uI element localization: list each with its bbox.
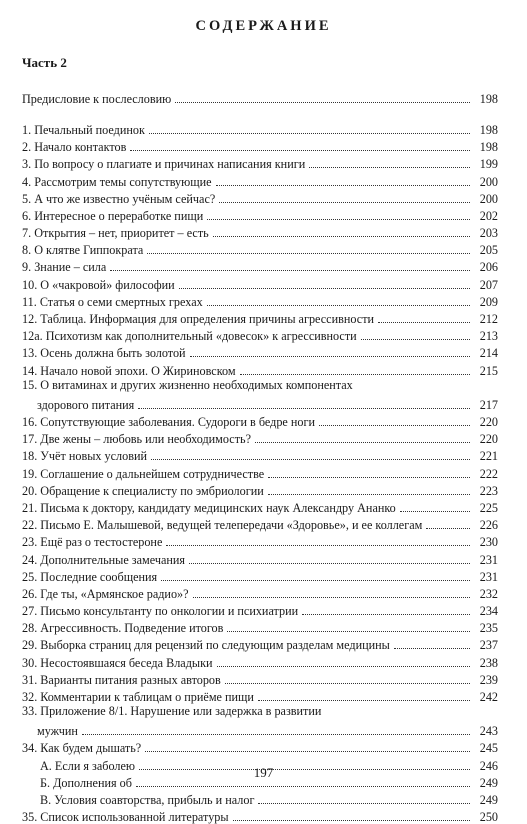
toc-row xyxy=(22,292,498,309)
toc-row xyxy=(22,189,498,206)
dot-leader xyxy=(233,819,470,821)
dot-leader xyxy=(217,665,470,667)
toc-entry-title: 34. Как будем дышать? xyxy=(22,741,142,756)
toc-entry-title: 33. Приложение 8/1. Нарушение или задержка в развитии xyxy=(22,704,322,719)
toc-entry-page: 238 xyxy=(479,655,498,670)
toc-entry-page: 245 xyxy=(479,741,498,756)
toc-entry-title: 17. Две жены – любовь или необходимость? xyxy=(22,432,251,447)
toc-row xyxy=(22,584,498,601)
toc-row xyxy=(22,154,498,171)
toc-row xyxy=(22,807,498,824)
toc-entry-page: 222 xyxy=(479,466,498,481)
dot-leader xyxy=(189,562,470,564)
dot-leader xyxy=(149,132,470,134)
toc-row xyxy=(22,275,498,292)
dot-leader xyxy=(166,544,470,546)
toc-entry-title: Б. Дополнения об xyxy=(40,775,132,790)
toc-entry-page: 199 xyxy=(479,157,498,172)
dot-leader xyxy=(207,218,470,220)
toc-row xyxy=(22,120,498,137)
toc-entry-title: 20. Обращение к специалисту по эмбриологии xyxy=(22,483,264,498)
toc-entry-page: 242 xyxy=(479,689,498,704)
toc-entry-title: 8. О клятве Гиппократа xyxy=(22,243,144,258)
toc-row xyxy=(22,395,498,412)
toc-entry-page: 231 xyxy=(479,569,498,584)
dot-leader xyxy=(309,166,470,168)
toc-entry-page: 202 xyxy=(479,208,498,223)
toc-row xyxy=(22,206,498,223)
toc-row xyxy=(22,257,498,274)
toc-entry-title: 7. Открытия – нет, приоритет – есть xyxy=(22,226,209,241)
toc-entry-page: 239 xyxy=(479,672,498,687)
toc-entry-title: 11. Статья о семи смертных грехах xyxy=(22,294,203,309)
toc-entry-page: 235 xyxy=(479,621,498,636)
dot-leader xyxy=(130,149,470,151)
toc-entry-title: 28. Агрессивность. Подведение итогов xyxy=(22,621,224,636)
dot-leader xyxy=(258,802,470,804)
toc-entry-page: 212 xyxy=(479,311,498,326)
dot-leader xyxy=(161,579,470,581)
toc-entry-title: 35. Список использованной литературы xyxy=(22,810,229,824)
toc-entry-page: 249 xyxy=(479,775,498,790)
toc-row xyxy=(22,635,498,652)
toc-row xyxy=(22,309,498,326)
dot-leader xyxy=(110,269,470,271)
toc-row xyxy=(22,790,498,807)
toc-entry-page: 220 xyxy=(479,432,498,447)
toc-entry-title: 10. О «чакровой» философии xyxy=(22,277,175,292)
toc-entry-title: 15. О витаминах и других жизненно необходимых компонентах xyxy=(22,377,353,392)
toc-row xyxy=(22,687,498,704)
toc-entry-page: 231 xyxy=(479,552,498,567)
toc-entry-title: 29. Выборка страниц для рецензий по следующим разделам медицины xyxy=(22,638,390,653)
toc-row xyxy=(22,550,498,567)
part-label: Часть 2 xyxy=(22,55,67,70)
toc-entry-title: 23. Ещё раз о тестостероне xyxy=(22,535,163,550)
toc-entry-page: 213 xyxy=(479,329,498,344)
dot-leader xyxy=(136,785,470,787)
dot-leader xyxy=(240,373,470,375)
dot-leader xyxy=(151,458,470,460)
toc-entry-page: 234 xyxy=(479,604,498,619)
toc-entry-continuation: здорового питания xyxy=(37,397,135,412)
toc-entry-page: 221 xyxy=(479,449,498,464)
dot-leader xyxy=(147,252,470,254)
toc-entry-title: 24. Дополнительные замечания xyxy=(22,552,186,567)
toc-entry-page: 237 xyxy=(479,638,498,653)
toc-row xyxy=(22,567,498,584)
toc-entry-page: 225 xyxy=(479,500,498,515)
toc-row-preface xyxy=(22,89,498,106)
dot-leader xyxy=(175,101,470,103)
dot-leader xyxy=(207,304,470,306)
toc-entry-title: 30. Несостоявшаяся беседа Владыки xyxy=(22,655,213,670)
toc-row xyxy=(22,738,498,755)
toc-entry-page: 198 xyxy=(479,140,498,155)
dot-leader xyxy=(268,493,470,495)
toc-entry-page: 209 xyxy=(479,294,498,309)
dot-leader xyxy=(190,355,470,357)
toc-row xyxy=(22,223,498,240)
page-number: 197 xyxy=(253,765,274,780)
toc-entry-page: 246 xyxy=(479,758,498,773)
toc-row xyxy=(22,412,498,429)
dot-leader xyxy=(361,338,470,340)
toc-entry-page: 217 xyxy=(479,397,498,412)
toc-entry-page: 223 xyxy=(479,483,498,498)
toc-entry-title: 16. Сопутствующие заболевания. Судороги в бедре ноги xyxy=(22,415,316,430)
toc-entry-title: 25. Последние сообщения xyxy=(22,569,158,584)
toc-entry-page: 205 xyxy=(479,243,498,258)
toc-row xyxy=(22,670,498,687)
toc-row xyxy=(22,532,498,549)
toc-entry-title: 13. Осень должна быть золотой xyxy=(22,346,186,361)
toc-entry-title: 5. А что же известно учёным сейчас? xyxy=(22,191,216,206)
dot-leader xyxy=(400,510,470,512)
toc-row xyxy=(22,618,498,635)
toc-entry-page: 203 xyxy=(479,226,498,241)
dot-leader xyxy=(219,201,470,203)
dot-leader xyxy=(268,476,470,478)
dot-leader xyxy=(193,596,470,598)
toc-entry-page: 243 xyxy=(479,724,498,739)
toc-row xyxy=(22,498,498,515)
dot-leader xyxy=(302,613,470,615)
toc-entry-title: 3. По вопросу о плагиате и причинах написания книги xyxy=(22,157,306,172)
toc-entry-title: 18. Учёт новых условий xyxy=(22,449,147,464)
toc-row xyxy=(22,481,498,498)
toc-row xyxy=(22,721,498,738)
toc-entry-title: 1. Печальный поединок xyxy=(22,123,145,137)
toc-entry-page: 198 xyxy=(479,123,498,137)
toc-entry-title: 6. Интересное о переработке пищи xyxy=(22,208,204,223)
dot-leader xyxy=(145,750,470,752)
dot-leader xyxy=(216,184,470,186)
toc-row xyxy=(22,653,498,670)
dot-leader xyxy=(258,699,470,701)
toc-row xyxy=(22,326,498,343)
toc-entry-page: 214 xyxy=(479,346,498,361)
toc-entry-page: 230 xyxy=(479,535,498,550)
toc-entry-title: 21. Письма к доктору, кандидату медицинских наук Александру Ананко xyxy=(22,500,396,515)
dot-leader xyxy=(213,235,470,237)
toc-row xyxy=(22,446,498,463)
toc-row xyxy=(22,361,498,378)
page-title: СОДЕРЖАНИЕ xyxy=(195,18,332,34)
toc-entry-page: 220 xyxy=(479,415,498,430)
toc-entry-page: 198 xyxy=(479,92,498,106)
toc-entry-title: В. Условия соавторства, прибыль и налог xyxy=(40,793,255,808)
dot-leader xyxy=(319,424,470,426)
toc-entry-title: 31. Варианты питания разных авторов xyxy=(22,672,221,687)
dot-leader xyxy=(227,630,470,632)
toc-row xyxy=(22,343,498,360)
toc-entry-title: 32. Комментарии к таблицам о приёме пищи xyxy=(22,689,254,704)
toc-entry-title: Предисловие к послесловию xyxy=(22,92,172,106)
dot-leader xyxy=(426,527,470,529)
toc-row xyxy=(22,464,498,481)
toc-entry-title: 19. Соглашение о дальнейшем сотрудничестве xyxy=(22,466,265,481)
toc-entry-page: 226 xyxy=(479,518,498,533)
toc-entry-title: 14. Начало новой эпохи. О Жириновском xyxy=(22,363,236,378)
toc-entry-page: 207 xyxy=(479,277,498,292)
toc-entry-title: 27. Письмо консультанту по онкологии и психиатрии xyxy=(22,604,299,619)
dot-leader xyxy=(82,733,470,735)
toc-row xyxy=(22,601,498,618)
toc-entry-page: 200 xyxy=(479,191,498,206)
toc-entry-title: 12. Таблица. Информация для определения причины агрессивности xyxy=(22,311,375,326)
toc-entry-title: 9. Знание – сила xyxy=(22,260,107,275)
toc-entry-title: 26. Где ты, «Армянское радио»? xyxy=(22,586,189,601)
toc-entry-page: 200 xyxy=(479,174,498,189)
toc-entry-title: А. Если я заболею xyxy=(40,758,136,773)
toc-entry-page: 250 xyxy=(479,810,498,824)
toc-row xyxy=(22,515,498,532)
toc-entry-title: 22. Письмо Е. Малышевой, ведущей телепередачи «Здоровье», и ее коллегам xyxy=(22,518,423,533)
toc-entry-page: 215 xyxy=(479,363,498,378)
toc-entry-title: 4. Рассмотрим темы сопутствующие xyxy=(22,174,212,189)
toc-entry-page: 206 xyxy=(479,260,498,275)
dot-leader xyxy=(394,647,470,649)
toc-entry-title: 12а. Психотизм как дополнительный «довесок» к агрессивности xyxy=(22,329,357,344)
dot-leader xyxy=(378,321,470,323)
dot-leader xyxy=(179,287,470,289)
toc-row xyxy=(22,172,498,189)
dot-leader xyxy=(138,407,470,409)
toc-entry-title: 2. Начало контактов xyxy=(22,140,127,155)
toc-entry-page: 249 xyxy=(479,793,498,808)
dot-leader xyxy=(255,441,470,443)
toc-row xyxy=(22,240,498,257)
dot-leader xyxy=(225,682,470,684)
toc-entry-page: 232 xyxy=(479,586,498,601)
toc-entry-continuation: мужчин xyxy=(37,724,78,739)
toc-row xyxy=(22,137,498,154)
toc-row xyxy=(22,429,498,446)
